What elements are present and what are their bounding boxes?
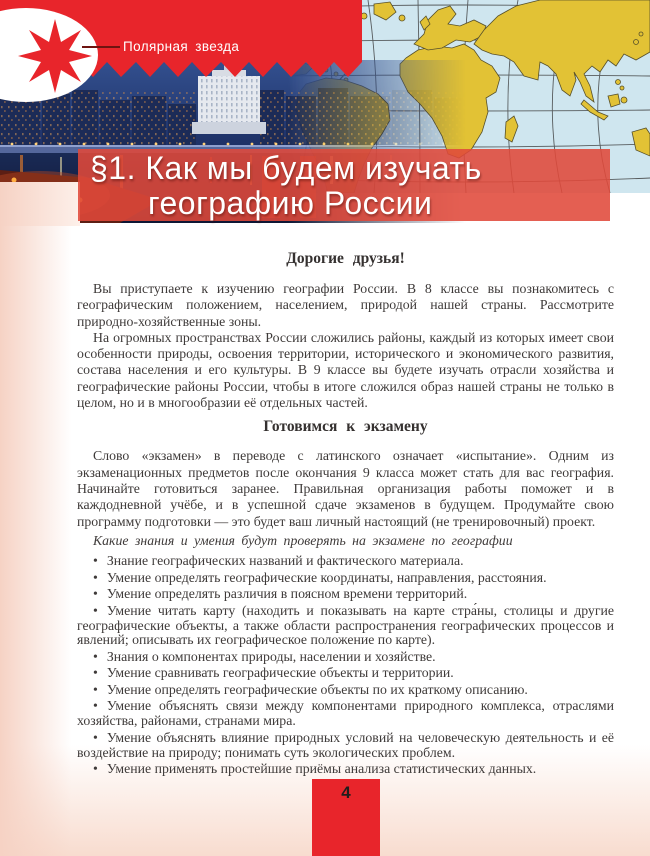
skills-list — [77, 554, 614, 777]
page-background-patch — [0, 182, 80, 226]
skill-bullet: • Знания о компонентах природы, населении и хозяйстве. — [77, 650, 614, 665]
intro-paragraph-2: На огромных пространствах России сложились районы, каждый из которых имеет свои особенности природы, освоения территории, исторического и экономического развития, состава населения и его культуры. В 9 классе вы будете изучать отрасли хозяйства и географические районы России, чтобы в итоге сложился образ нашей страны не только в целом, но и в многообразии её отдельных частей. — [77, 329, 614, 411]
skills-list-heading: Какие знания и умения будут проверять на экзамене по географии — [93, 532, 513, 548]
exam-paragraph-1: Слово «экзамен» в переводе с латинского означает «испытание». Одним из экзаменационных предметов после окончания 9 класса может стать для вас география. Начинайте готовиться заранее. Правильная организация работы поможет и в каждодневной учёбе, и в успешной сдаче экзаменов в будущем. Продумайте свою программу подготовки — это будет ваш личный настоящий (не тренировочный) проект. — [77, 448, 614, 529]
series-label: Полярная звезда — [123, 39, 240, 54]
page-number: 4 — [341, 783, 351, 802]
skill-bullet: • Знание географических названий и фактического материала. — [77, 554, 614, 569]
intro-paragraph-1: Вы приступаете к изучению географии России. В 8 классе вы познакомитесь с географическим положением, населением, природой нашей страны. Рассмотрите природно-хозяйственные зоны. — [77, 281, 614, 329]
polar-star-logo-icon — [0, 5, 100, 107]
page-body — [77, 250, 614, 779]
skill-bullet: • Умение определять различия в поясном времени территорий. — [77, 587, 614, 602]
skill-bullet: • Умение применять простейшие приёмы анализа статистических данных. — [77, 762, 614, 777]
skill-bullet: • Умение объяснять связи между компонентами природного комплекса, отраслями хозяйства, районами, странами мира. — [77, 699, 614, 729]
skill-bullet: • Умение читать карту (находить и показывать на карте стра́ны, столицы и другие географические объекты, а также области распространения географических процессов и явлений; описывать их географическое положение по карте). — [77, 604, 614, 649]
page-number-box — [312, 779, 380, 856]
skill-bullet: • Умение объяснять влияние природных условий на человеческую деятельность и её воздействие на природу; понимать суть экологических проблем. — [77, 731, 614, 761]
chapter-title-line2: географию России — [148, 185, 433, 221]
chapter-title-line1: §1. Как мы будем изучать — [90, 150, 482, 186]
section-heading-intro: Дорогие друзья! — [286, 250, 405, 267]
skill-bullet: • Умение определять географические объекты по их краткому описанию. — [77, 683, 614, 698]
section-heading-exam: Готовимся к экзамену — [263, 418, 428, 436]
skill-bullet: • Умение определять географические координаты, направления, расстояния. — [77, 571, 614, 586]
logo-connector-line — [82, 46, 120, 48]
page-header — [0, 0, 650, 232]
chapter-title-banner — [78, 149, 610, 221]
skill-bullet: • Умение сравнивать географические объекты и территории. — [77, 666, 614, 681]
